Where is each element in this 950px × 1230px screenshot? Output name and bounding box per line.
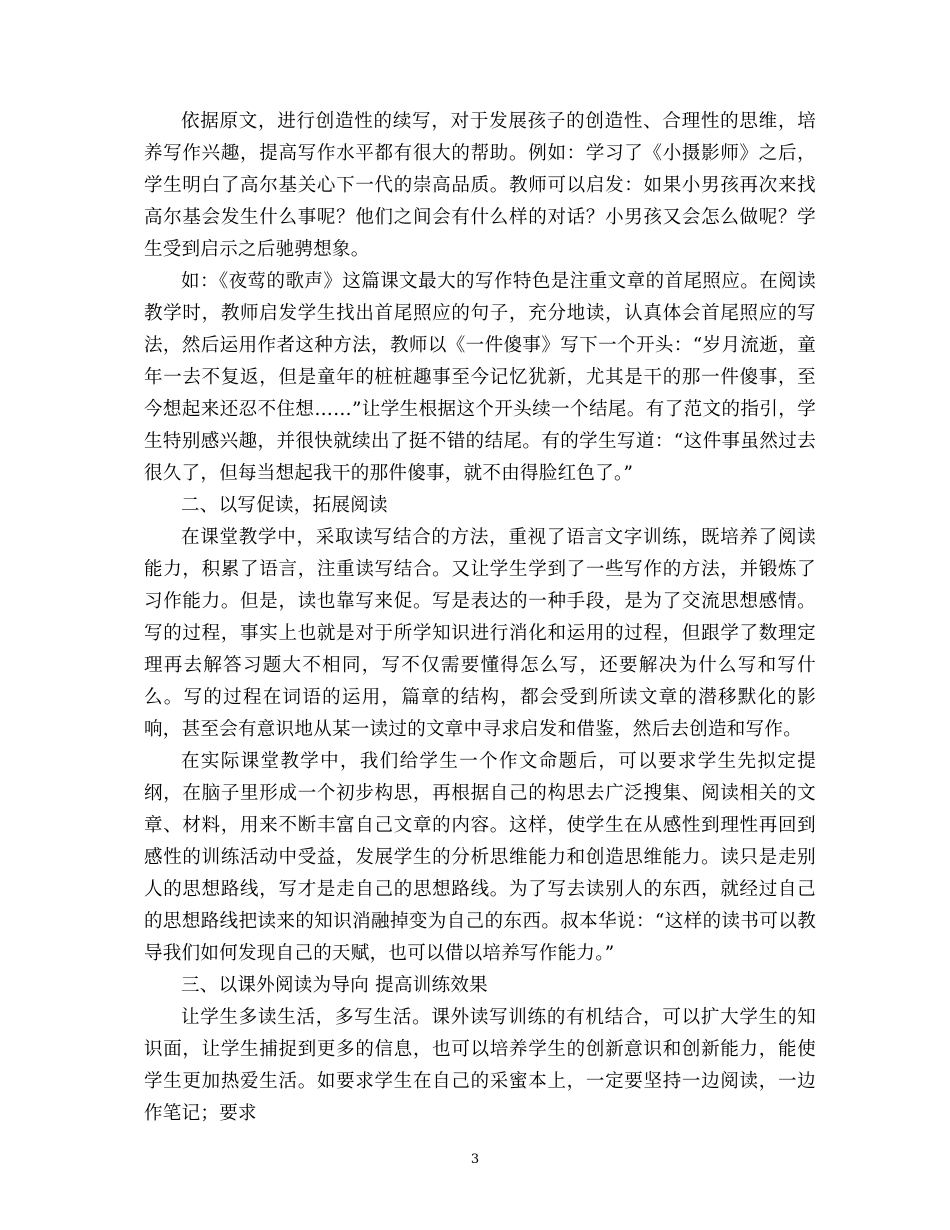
section-heading-2: 二、以写促读，拓展阅读 (181, 495, 388, 516)
section-heading-3: 三、以课外阅读为导向 提高训练效果 (181, 975, 488, 996)
paragraph-extracurricular-reading: 让学生多读生活，多写生活。课外读写训练的有机结合，可以扩大学生的知识面，让学生捕捉到更多的信息，也可以培养学生的创新意识和创新能力，能使学生更加热爱生活。如要求学生在自己的采蜜本上，一定要坚持一边阅读，一边作笔记；要求 (144, 1007, 816, 1124)
paragraph-nightingale-example: 如：《夜莺的歌声》这篇课文最大的写作特色是注重文章的首尾照应。在阅读教学时，教师启发学生找出首尾照应的句子，充分地读，认真体会首尾照应的写法，然后运用作者这种方法，教师以《一件傻事》写下一个开头：“岁月流逝，童年一去不复返，但是童年的桩桩趣事至今记忆犹新，尤其是干的那一件傻事，至今想起来还忍不住想……”让学生根据这个开头续一个结尾。有了范文的指引，学生特别感兴趣，并很快就续出了挺不错的结尾。有的学生写道：“这件事虽然过去很久了，但每当想起我干的那件傻事，就不由得脸红色了。” (144, 271, 816, 484)
document-body (144, 106, 816, 1130)
paragraph-continuation-writing: 依据原文，进行创造性的续写，对于发展孩子的创造性、合理性的思维，培养写作兴趣，提高写作水平都有很大的帮助。例如：学习了《小摄影师》之后，学生明白了高尔基关心下一代的崇高品质。教师可以启发：如果小男孩再次来找高尔基会发生什么事呢？他们之间会有什么样的对话？小男孩又会怎么做呢？学生受到启示之后驰骋想象。 (144, 111, 816, 260)
paragraph-classroom-practice: 在实际课堂教学中，我们给学生一个作文命题后，可以要求学生先拟定提纲，在脑子里形成一个初步构思，再根据自己的构思去广泛搜集、阅读相关的文章、材料，用来不断丰富自己文章的内容。这样，使学生在从感性到理性再回到感性的训练活动中受益，发展学生的分析思维能力和创造思维能力。读只是走别人的思想路线，写才是走自己的思想路线。为了写去读别人的东西，就经过自己的思想路线把读来的知识消融掉变为自己的东西。叔本华说：“这样的读书可以教导我们如何发现自己的天赋，也可以借以培养写作能力。” (144, 751, 816, 964)
page-number: 3 (470, 1152, 480, 1167)
paragraph-reading-writing-combination: 在课堂教学中，采取读写结合的方法，重视了语言文字训练，既培养了阅读能力，积累了语言，注重读写结合。又让学生学到了一些写作的方法，并锻炼了习作能力。但是，读也靠写来促。写是表达的一种手段，是为了交流思想感情。写的过程，事实上也就是对于所学知识进行消化和运用的过程，但跟学了数理定理再去解答习题大不相同，写不仅需要懂得怎么写，还要解决为什么写和写什么。写的过程在词语的运用，篇章的结构，都会受到所读文章的潜移默化的影响，甚至会有意识地从某一读过的文章中寻求启发和借鉴，然后去创造和写作。 (144, 527, 816, 740)
